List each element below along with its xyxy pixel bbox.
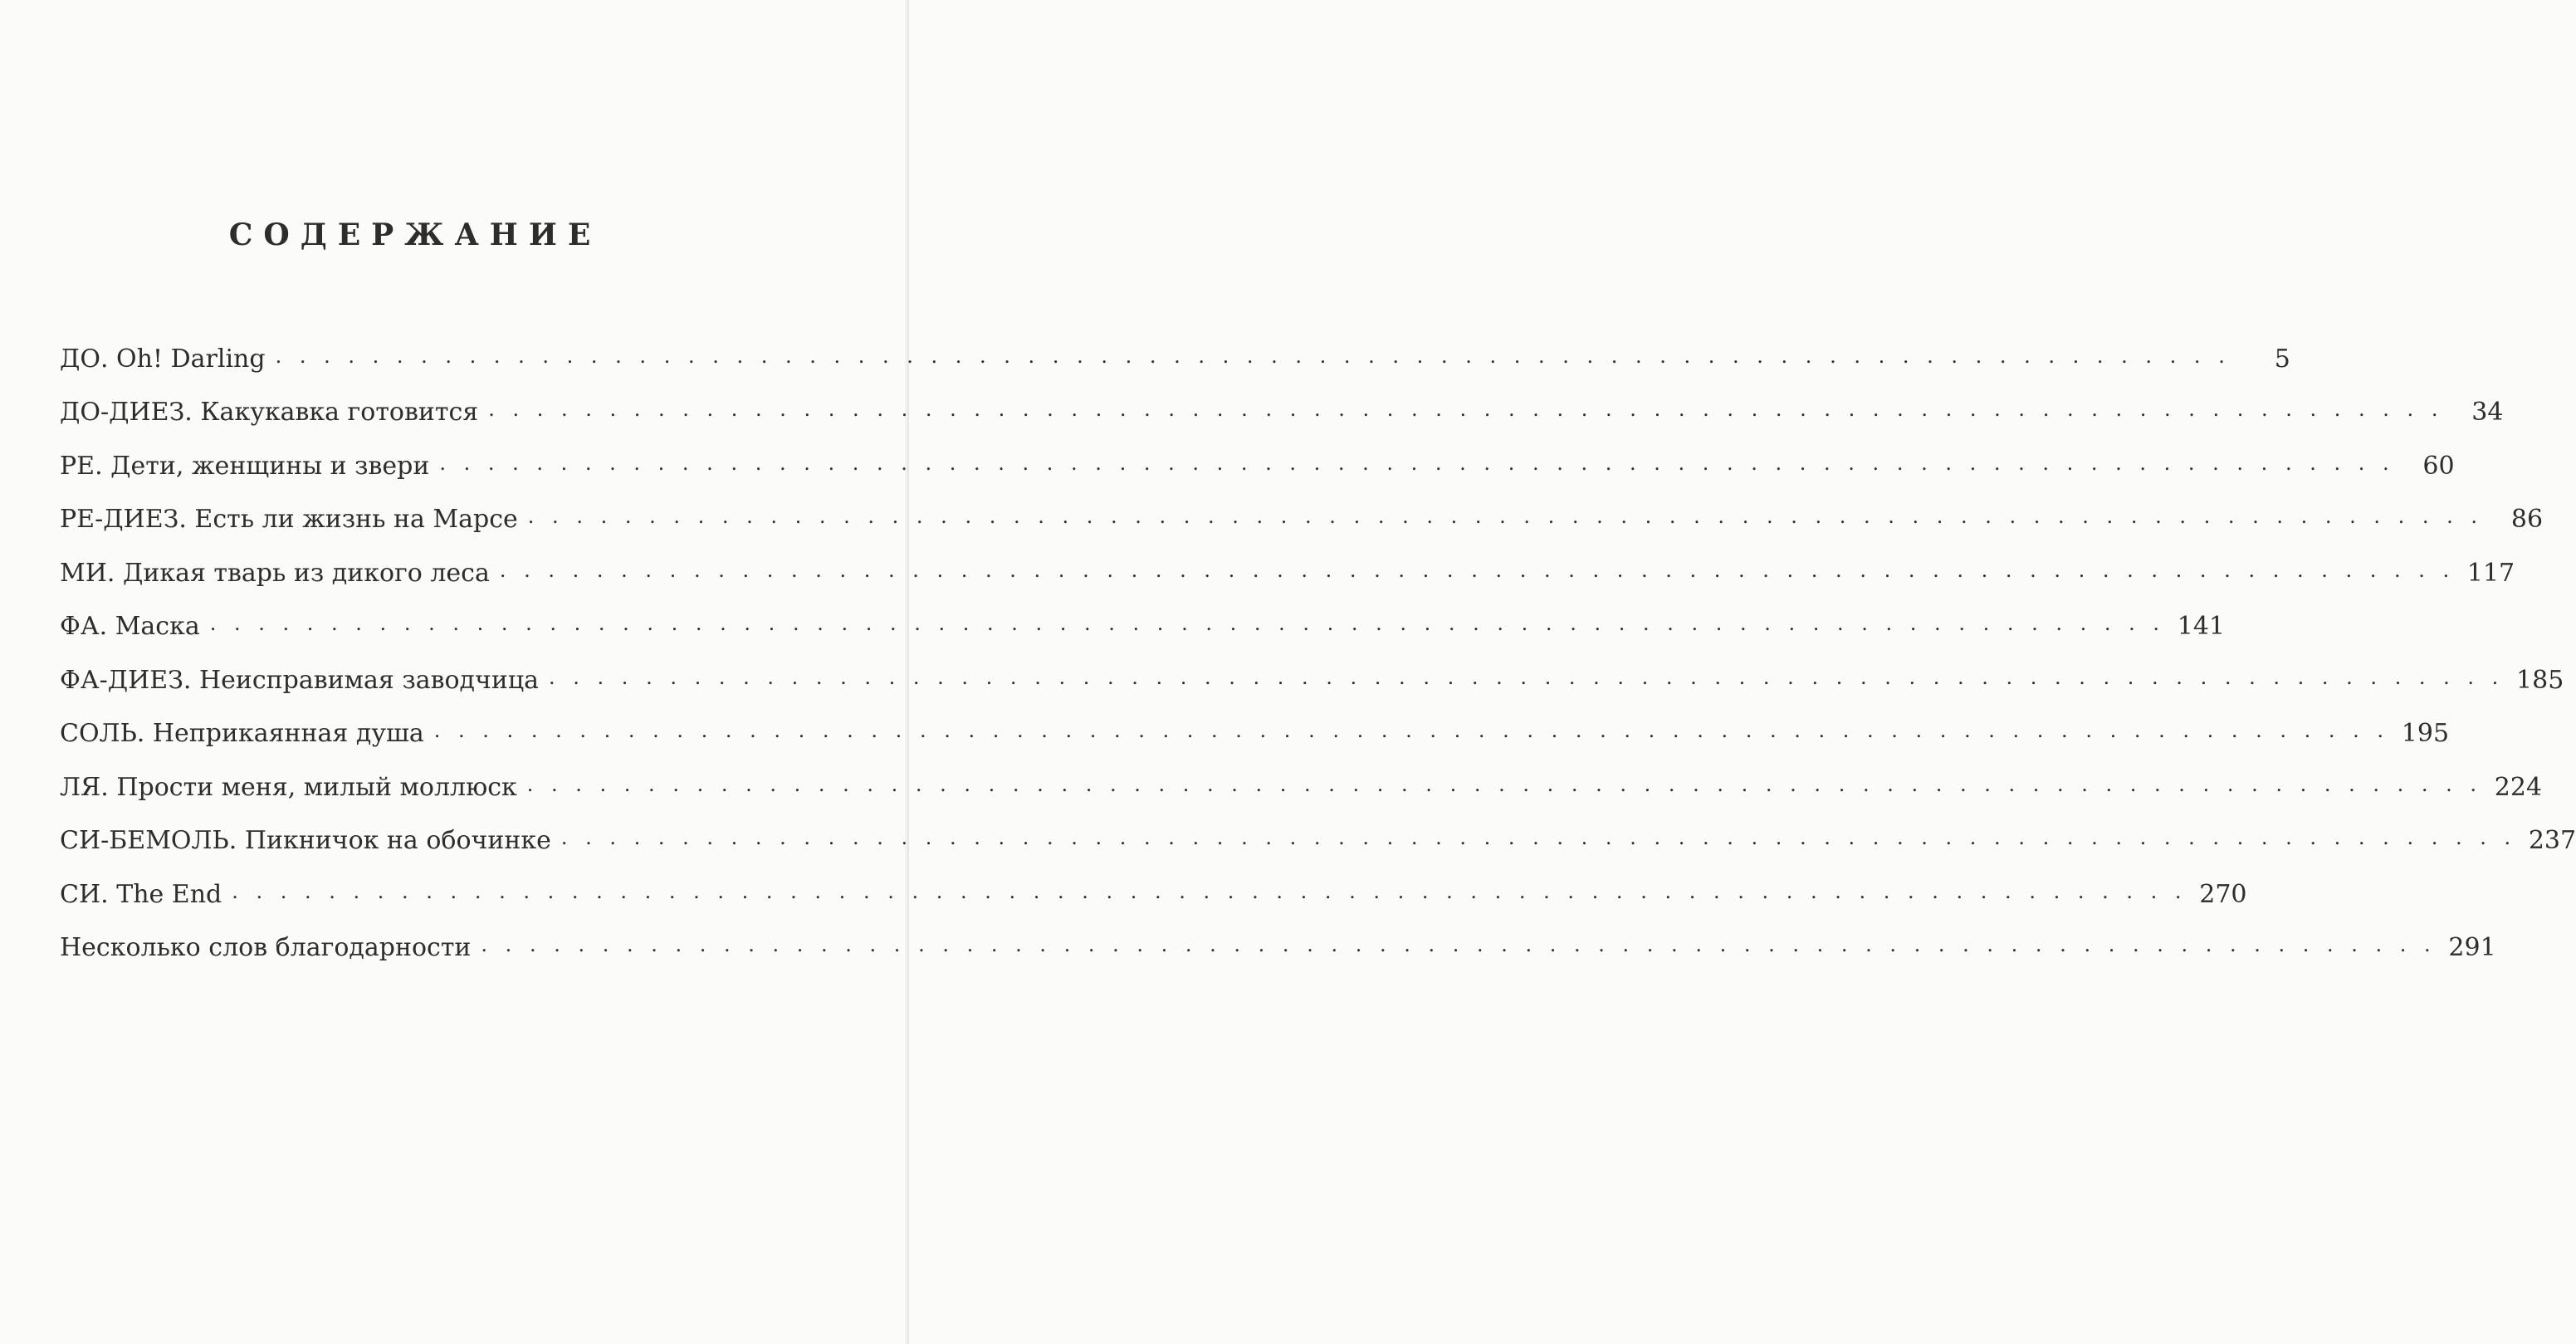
toc-entry-title: СИ-БЕМОЛЬ. Пикничок на обочинке: [60, 826, 551, 855]
toc-entry-page: 5: [2274, 344, 2290, 374]
toc-leader-dots: . . . . . . . . . . . . . . . . . . . . . . . . . . . . . . . . . . . . . . . . . . . . . . . . . . . . . . . . . . . . . . . . . . . . . . . . . . . . . . . . .: [209, 612, 2166, 635]
toc-entry: [60, 697, 2450, 751]
toc-entry-page: 237: [2528, 826, 2576, 855]
toc-entry: [60, 429, 2455, 483]
toc-entry-page: 34: [2471, 398, 2504, 427]
toc-entry: [60, 483, 2544, 537]
toc-entry: [60, 376, 2504, 430]
toc-leader-dots: . . . . . . . . . . . . . . . . . . . . . . . . . . . . . . . . . . . . . . . . . . . . . . . . . . . . . . . . . . . . . . . . . . . . . . . . . . . . . . . . .: [526, 772, 2483, 796]
table-of-contents: [60, 322, 2576, 965]
toc-entry: [60, 536, 2515, 590]
toc-entry-page: 60: [2422, 451, 2455, 481]
toc-entry-title: Несколько слов благодарности: [60, 933, 472, 962]
toc-entry-title: ЛЯ. Прости меня, милый моллюск: [60, 772, 517, 802]
toc-entry-title: МИ. Дикая тварь из дикого леса: [60, 558, 490, 588]
page-title: СОДЕРЖАНИЕ: [228, 217, 602, 252]
toc-entry: [60, 590, 2226, 644]
toc-leader-dots: . . . . . . . . . . . . . . . . . . . . . . . . . . . . . . . . . . . . . . . . . . . . . . . . . . . . . . . . . . . . . . . . . . . . . . . . . . . . . . . . .: [499, 558, 2456, 582]
toc-leader-dots: . . . . . . . . . . . . . . . . . . . . . . . . . . . . . . . . . . . . . . . . . . . . . . . . . . . . . . . . . . . . . . . . . . . . . . . . . . . . . . . . .: [560, 826, 2517, 849]
toc-leader-dots: . . . . . . . . . . . . . . . . . . . . . . . . . . . . . . . . . . . . . . . . . . . . . . . . . . . . . . . . . . . . . . . . . . . . . . . . . . . . . . . . .: [481, 933, 2437, 956]
toc-entry-page: 224: [2494, 772, 2543, 802]
toc-leader-dots: . . . . . . . . . . . . . . . . . . . . . . . . . . . . . . . . . . . . . . . . . . . . . . . . . . . . . . . . . . . . . . . . . . . . . . . . . . . . . . . . .: [439, 451, 2395, 475]
toc-entry: [60, 750, 2543, 804]
toc-entry: [60, 804, 2576, 858]
toc-entry: [60, 858, 2247, 911]
toc-entry-page: 195: [2401, 719, 2450, 748]
toc-entry: [60, 643, 2564, 697]
toc-entry: [60, 911, 2496, 965]
toc-leader-dots: . . . . . . . . . . . . . . . . . . . . . . . . . . . . . . . . . . . . . . . . . . . . . . . . . . . . . . . . . . . . . . . . . . . . . . . . . . . . . . . . .: [433, 719, 2390, 742]
toc-entry: [60, 322, 2290, 376]
toc-entry-page: 86: [2510, 505, 2544, 534]
toc-leader-dots: . . . . . . . . . . . . . . . . . . . . . . . . . . . . . . . . . . . . . . . . . . . . . . . . . . . . . . . . . . . . . . . . . . . . . . . . . . . . . . . . .: [232, 879, 2187, 903]
toc-leader-dots: . . . . . . . . . . . . . . . . . . . . . . . . . . . . . . . . . . . . . . . . . . . . . . . . . . . . . . . . . . . . . . . . . . . . . . . . . . . . . . . . .: [488, 398, 2444, 421]
toc-entry-page: 117: [2466, 558, 2515, 588]
toc-leader-dots: . . . . . . . . . . . . . . . . . . . . . . . . . . . . . . . . . . . . . . . . . . . . . . . . . . . . . . . . . . . . . . . . . . . . . . . . . . . . . . . . .: [527, 505, 2484, 528]
toc-entry-page: 185: [2516, 665, 2564, 695]
toc-leader-dots: . . . . . . . . . . . . . . . . . . . . . . . . . . . . . . . . . . . . . . . . . . . . . . . . . . . . . . . . . . . . . . . . . . . . . . . . . . . . . . . . .: [275, 344, 2231, 368]
toc-entry-page: 141: [2177, 612, 2226, 641]
toc-leader-dots: . . . . . . . . . . . . . . . . . . . . . . . . . . . . . . . . . . . . . . . . . . . . . . . . . . . . . . . . . . . . . . . . . . . . . . . . . . . . . . . . .: [549, 665, 2505, 689]
toc-entry-title: РЕ-ДИЕЗ. Есть ли жизнь на Марсе: [60, 505, 518, 534]
toc-entry-title: СОЛЬ. Неприкаянная душа: [60, 719, 424, 748]
toc-entry-page: 291: [2448, 933, 2496, 962]
toc-entry-title: ФА. Маска: [60, 612, 200, 641]
toc-entry-title: ДО. Oh! Darling: [60, 344, 266, 374]
toc-entry-title: РЕ. Дети, женщины и звери: [60, 451, 430, 481]
toc-entry-title: СИ. The End: [60, 879, 222, 909]
toc-entry-title: ДО-ДИЕЗ. Какукавка готовится: [60, 398, 479, 427]
toc-entry-page: 270: [2199, 879, 2247, 909]
toc-entry-title: ФА-ДИЕЗ. Неисправимая заводчица: [60, 665, 540, 695]
